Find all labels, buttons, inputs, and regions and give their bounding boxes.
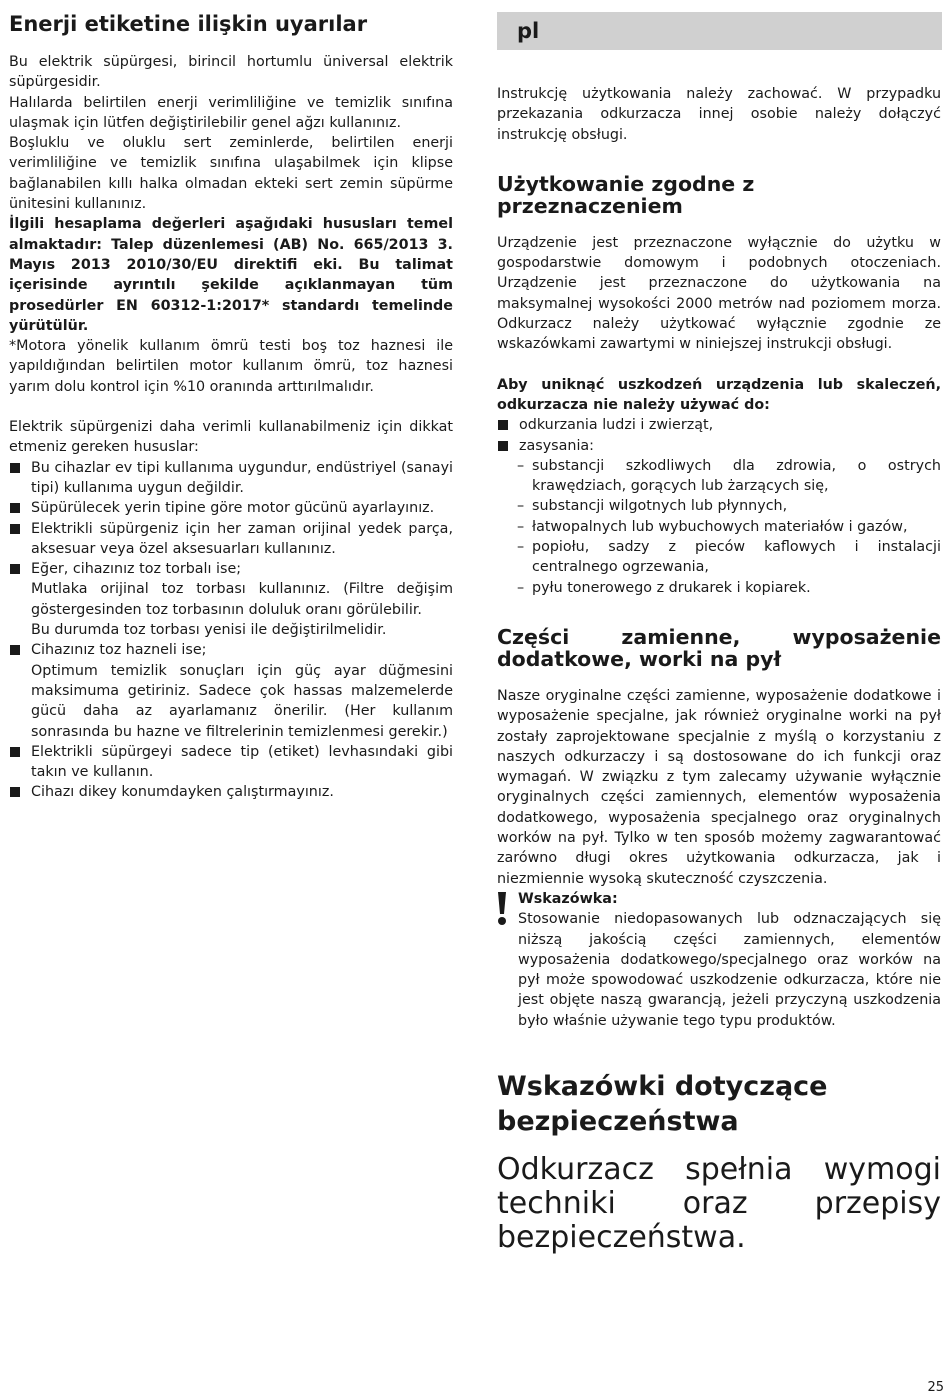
language-bar bbox=[497, 12, 942, 50]
left-column bbox=[9, 0, 453, 803]
right-column bbox=[497, 84, 941, 1255]
footnote-paragraph: *Motora yönelik kullanım ömrü testi boş toz haznesi ile yapıldığından belirtilen motor kullanım ömrü, toz haznesi yarım dolu kontrol için %10 oranında arttırılmalıdır. bbox=[9, 338, 453, 395]
warning-title: Aby uniknąć uszkodzeń urządzenia lub skaleczeń, odkurzacza nie należy używać do: bbox=[497, 376, 941, 413]
safety-lead: Odkurzacz spełnia wymogi techniki oraz przepisy bezpieczeństwa. bbox=[497, 1151, 941, 1255]
energy-label-text bbox=[9, 52, 453, 803]
list-item: Bu cihazlar ev tipi kullanıma uygundur, endüstriyel (sanayi tipi) kullanıma uygun değildir. bbox=[9, 458, 453, 499]
list-item: zasysania: bbox=[497, 436, 941, 456]
list-item: Eğer, cihazınız toz torbalı ise; Mutlaka orijinal toz torbası kullanınız. (Filtre değişim göstergesinden toz torbasının doluluk oranı görülebilir. Bu durumda toz torbası yenisi ile değiştirilmelidir. bbox=[9, 559, 453, 640]
list-item: – pyłu tonerowego z drukarek i kopiarek. bbox=[497, 578, 941, 598]
tips-list bbox=[9, 458, 453, 803]
paragraph: Halılarda belirtilen enerji verimliliğine ve temizlik sınıfına ulaşmak için lütfen değiştirilebilir genel ağzı kullanınız. bbox=[9, 94, 453, 131]
intended-use-text: Urządzenie jest przeznaczone wyłącznie do użytku w gospodarstwie domowym i podobnych otoczeniach. Urządzenie jest przeznaczone do użytkowania na maksymalnej wysokości 2000 metrów nad poziomem morza. Odkurzacz należy użytkować wyłącznie zgodnie ze wskazówkami zawartymi w niniejszej instrukcji obsługi. bbox=[497, 234, 941, 353]
list-item: – popiołu, sadzy z pieców kaflowych i instalacji centralnego ogrzewania, bbox=[497, 537, 941, 578]
energy-label-heading: Enerji etiketine ilişkin uyarılar bbox=[9, 12, 368, 36]
warning-block bbox=[497, 375, 941, 598]
list-item: odkurzania ludzi i zwierząt, bbox=[497, 415, 941, 435]
substance-list bbox=[497, 456, 941, 598]
list-item: Cihazı dikey konumdayken çalıştırmayınız. bbox=[9, 782, 453, 802]
exclamation-icon bbox=[497, 892, 507, 926]
paragraph: Boşluklu ve oluklu sert zeminlerde, belirtilen enerji verimliliğine ve temizlik sınıfına ulaşabilmek için klipse bağlanabilen kıllı halka olmadan ekteki sert zemin süpürme ünitesini kullanınız. bbox=[9, 135, 453, 213]
tips-intro: Elektrik süpürgenizi daha verimli kullanabilmeniz için dikkat etmeniz gereken hususlar: bbox=[9, 419, 453, 456]
spare-parts-heading: Części zamienne, wyposażenie dodatkowe, worki na pył bbox=[497, 624, 941, 671]
list-item: – substancji szkodliwych dla zdrowia, o ostrych krawędziach, gorących lub żarzących się, bbox=[497, 456, 941, 497]
safety-heading: Wskazówki dotyczące bezpieczeństwa bbox=[497, 1070, 828, 1137]
intro-paragraph: Instrukcję użytkowania należy zachować. W przypadku przekazania odkurzacza innej osobie należy dołączyć instrukcję obsługi. bbox=[497, 86, 941, 143]
language-code: pl bbox=[517, 19, 540, 43]
note-text: Stosowanie niedopasowanych lub odznaczających się niższą jakością części zamiennych, elementów wyposażenia dodatkowego/specjalnego oraz worków na pył może spowodować uszkodzenie odkurzacza, które nie jest objęte naszą gwarancją, jeżeli przyczyną uszkodzenia było właśnie używanie tego typu produktów. bbox=[518, 911, 941, 1029]
regulation-paragraph: İlgili hesaplama değerleri aşağıdaki hususları temel almaktadır: Talep düzenlemesi (AB) No. 665/2013 3. Mayıs 2013 2010/30/EU direktifi eki. Bu talimat içerisinde ayrıntılı şekilde açıklanmayan tüm prosedürler EN 60312-1:2017* standardı temelinde yürütülür. bbox=[9, 216, 453, 334]
note-title: Wskazówka: bbox=[518, 890, 618, 907]
list-item: Elektrikli süpürgeniz için her zaman orijinal yedek parça, aksesuar veya özel aksesuarları kullanınız. bbox=[9, 519, 453, 560]
list-item: – substancji wilgotnych lub płynnych, bbox=[497, 496, 941, 516]
list-item: Cihazınız toz hazneli ise; Optimum temizlik sonuçları için güç ayar düğmesini maksimuma getiriniz. Sadece çok hassas malzemelerde gücü daha az ayarlamanız önerilir. (Her kullanım sonrasında bu hazne ve filtrelerinin temizlenmesi gerekir.) bbox=[9, 640, 453, 741]
warning-list bbox=[497, 415, 941, 456]
page-number: 25 bbox=[927, 1380, 944, 1395]
list-item: Elektrikli süpürgeyi sadece tip (etiket) levhasındaki gibi takın ve kullanın. bbox=[9, 742, 453, 783]
paragraph: Bu elektrik süpürgesi, birincil hortumlu üniversal elektrik süpürgesidir. bbox=[9, 54, 453, 91]
note-block bbox=[497, 889, 941, 1031]
intended-use-heading: Użytkowanie zgodne z przeznaczeniem bbox=[497, 171, 755, 218]
list-item: – łatwopalnych lub wybuchowych materiałów i gazów, bbox=[497, 517, 941, 537]
list-item: Süpürülecek yerin tipine göre motor gücünü ayarlayınız. bbox=[9, 498, 453, 518]
spare-parts-text: Nasze oryginalne części zamienne, wyposażenie dodatkowe i wyposażenie specjalne, jak również oryginalne worki na pył zostały zaprojektowane specjalnie z myślą o korzystaniu z naszych odkurzaczy i są dostosowane do ich funkcji oraz wymagań. W związku z tym zalecamy używanie wyłącznie oryginalnych części zamiennych, elementów wyposażenia dodatkowego, wyposażenia specjalnego oraz oryginalnych worków na pył. Tylko w ten sposób możemy zagwarantować zarówno długi okres użytkowania odkurzacza, jak i niezmiennie wysoką skuteczność czyszczenia. bbox=[497, 687, 941, 887]
